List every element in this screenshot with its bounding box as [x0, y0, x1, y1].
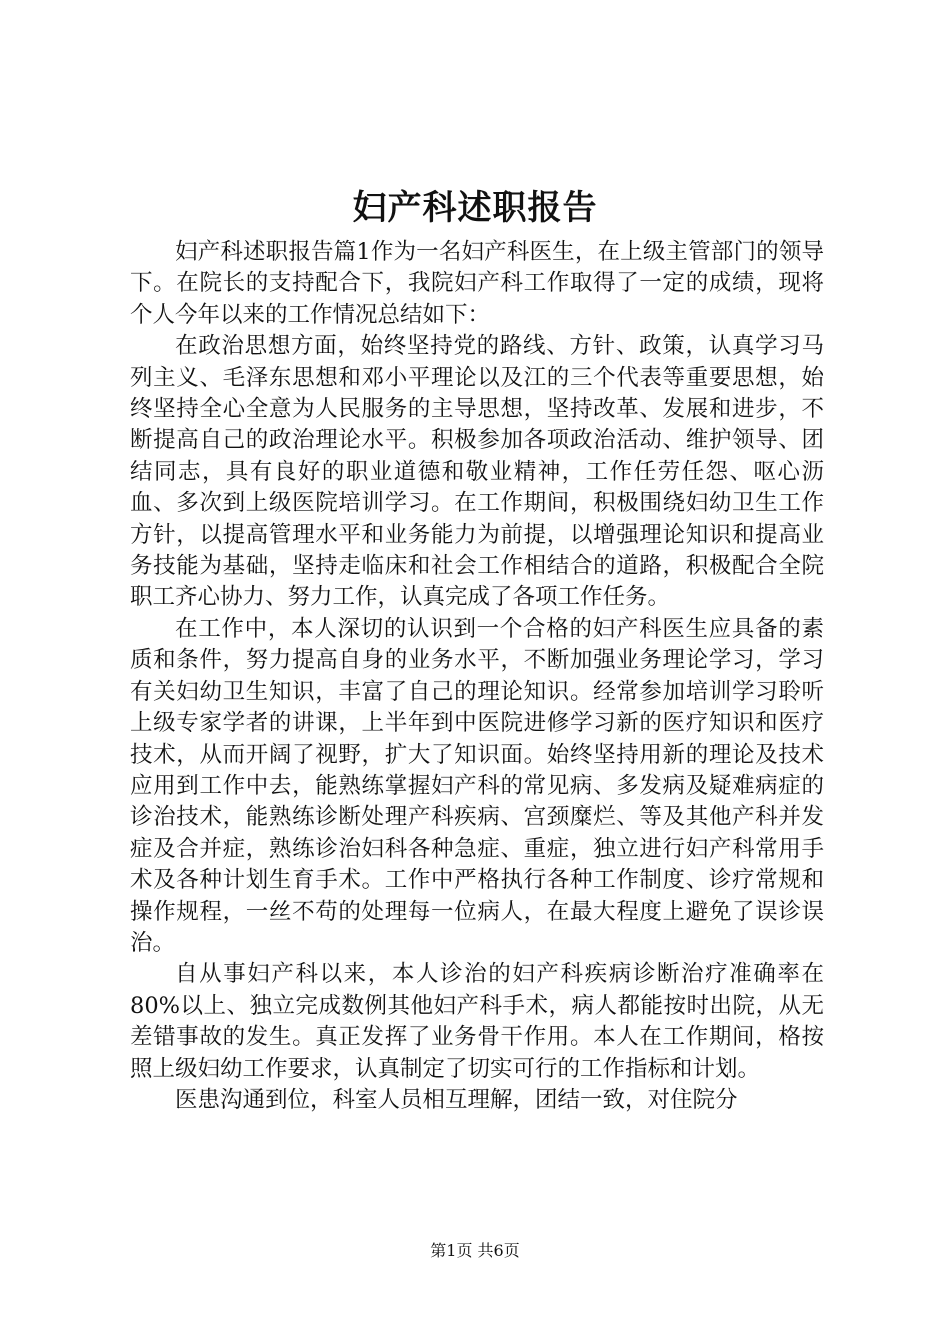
paragraph-1: 妇产科述职报告篇1作为一名妇产科医生，在上级主管部门的领导下。在院长的支持配合下，我院妇产科工作取得了一定的成绩，现将个人今年以来的工作情况总结如下：: [130, 239, 824, 328]
document-title: 妇产科述职报告: [352, 188, 598, 228]
paragraph-4: 自从事妇产科以来，本人诊治的妇产科疾病诊断治疗准确率在80%以上、独立完成数例其他妇产科手术，病人都能按时出院，从无差错事故的发生。真正发挥了业务骨干作用。本人在工作期间，格按照上级妇幼工作要求，认真制定了切实可行的工作指标和计划。: [130, 961, 824, 1082]
document-body: [130, 237, 824, 1116]
page-number-footer: 第1页 共6页: [430, 1241, 520, 1260]
paragraph-2: 在政治思想方面，始终坚持党的路线、方针、政策，认真学习马列主义、毛泽东思想和邓小平理论以及江的三个代表等重要思想，始终坚持全心全意为人民服务的主导思想，坚持改革、发展和进步，不断提高自己的政治理论水平。积极参加各项政治活动、维护领导、团结同志，具有良好的职业道德和敬业精神，工作任劳任怨、呕心沥血、多次到上级医院培训学习。在工作期间，积极围绕妇幼卫生工作方针，以提高管理水平和业务能力为前提，以增强理论知识和提高业务技能为基础，坚持走临床和社会工作相结合的道路，积极配合全院职工齐心协力、努力工作，认真完成了各项工作任务。: [130, 333, 824, 611]
paragraph-5: 医患沟通到位，科室人员相互理解，团结一致，对住院分: [175, 1086, 738, 1113]
paragraph-3: 在工作中，本人深切的认识到一个合格的妇产科医生应具备的素质和条件，努力提高自身的业务水平，不断加强业务理论学习，学习有关妇幼卫生知识，丰富了自己的理论知识。经常参加培训学习聆听上级专家学者的讲课，上半年到中医院进修学习新的医疗知识和医疗技术，从而开阔了视野，扩大了知识面。始终坚持用新的理论及技术应用到工作中去，能熟练掌握妇产科的常见病、多发病及疑难病症的诊治技术，能熟练诊断处理产科疾病、宫颈糜烂、等及其他产科并发症及合并症，熟练诊治妇科各种急症、重症，独立进行妇产科常用手术及各种计划生育手术。工作中严格执行各种工作制度、诊疗常规和操作规程，一丝不苟的处理每一位病人，在最大程度上避免了误诊误治。: [130, 615, 824, 956]
